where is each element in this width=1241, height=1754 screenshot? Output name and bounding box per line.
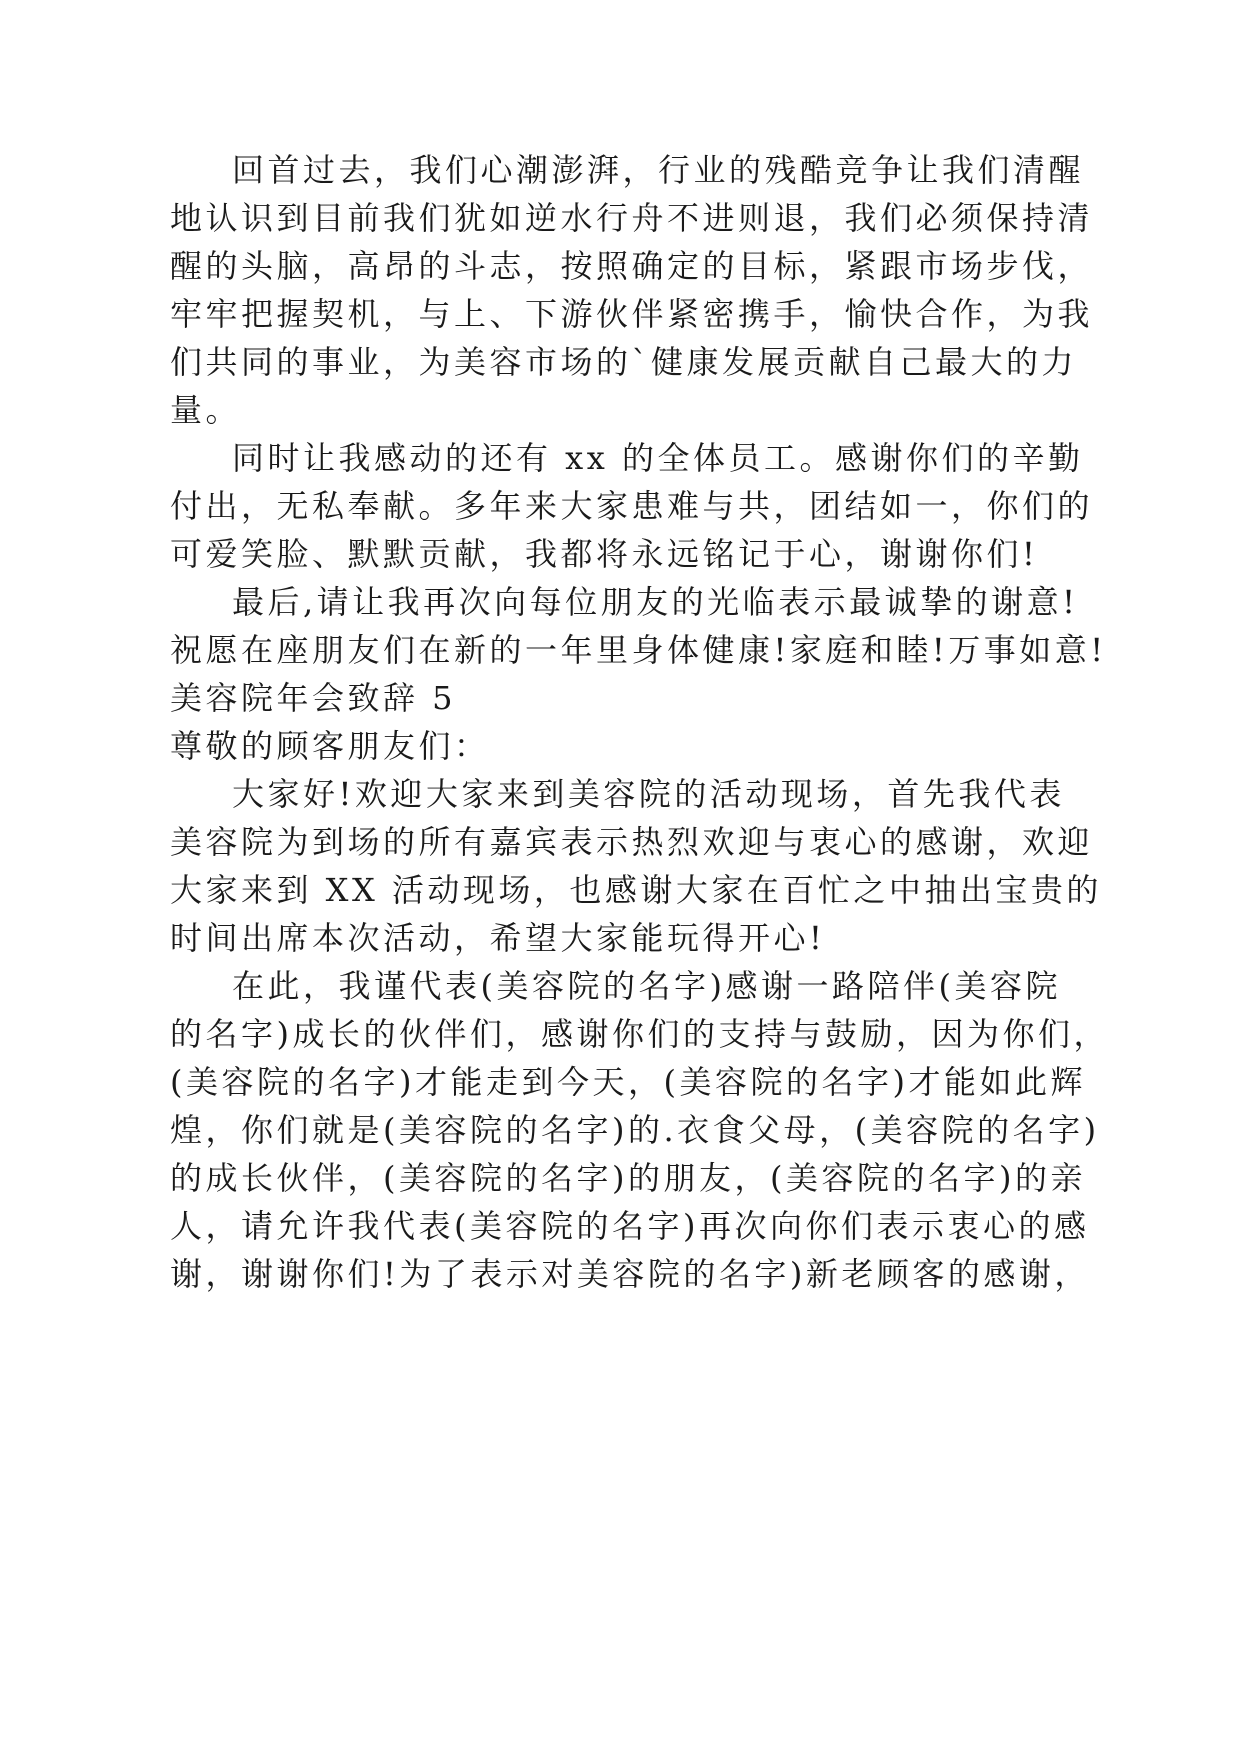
text-line: 在此，我谨代表(美容院的名字)感谢一路陪伴(美容院 xyxy=(232,967,1061,1005)
text-line: 的名字)成长的伙伴们，感谢你们的支持与鼓励，因为你们， xyxy=(170,1015,1109,1053)
section-title: 美容院年会致辞 5 xyxy=(170,679,457,717)
text-line: 牢牢把握契机，与上、下游伙伴紧密携手，愉快合作，为我 xyxy=(170,295,1094,333)
text-line: 祝愿在座朋友们在新的一年里身体健康!家庭和睦!万事如意! xyxy=(170,631,1107,669)
text-line: 们共同的事业，为美容市场的`健康发展贡献自己最大的力 xyxy=(170,343,1078,381)
text-line: 美容院为到场的所有嘉宾表示热烈欢迎与衷心的感谢，欢迎 xyxy=(170,823,1094,861)
text-line: 最后,请让我再次向每位朋友的光临表示最诚挚的谢意! xyxy=(232,583,1079,621)
text-line: (美容院的名字)才能走到今天，(美容院的名字)才能如此辉 xyxy=(170,1063,1086,1101)
text-line: 大家来到 XX 活动现场，也感谢大家在百忙之中抽出宝贵的 xyxy=(170,871,1102,909)
salutation: 尊敬的顾客朋友们： xyxy=(170,727,490,765)
text-line: 付出，无私奉献。多年来大家患难与共，团结如一，你们的 xyxy=(170,487,1094,525)
text-line: 大家好!欢迎大家来到美容院的活动现场，首先我代表 xyxy=(232,775,1065,813)
text-line: 的成长伙伴，(美容院的名字)的朋友，(美容院的名字)的亲 xyxy=(170,1159,1086,1197)
text-line: 回首过去，我们心潮澎湃，行业的残酷竞争让我们清醒 xyxy=(232,151,1085,189)
text-line: 地认识到目前我们犹如逆水行舟不进则退，我们必须保持清 xyxy=(170,199,1094,237)
text-line: 同时让我感动的还有 xx 的全体员工。感谢你们的辛勤 xyxy=(232,439,1084,477)
text-line: 量。 xyxy=(170,391,242,429)
text-line: 煌，你们就是(美容院的名字)的.衣食父母，(美容院的名字) xyxy=(170,1111,1100,1149)
text-line: 时间出席本次活动，希望大家能玩得开心! xyxy=(170,919,826,957)
text-line: 醒的头脑，高昂的斗志，按照确定的目标，紧跟市场步伐， xyxy=(170,247,1094,285)
text-line: 可爱笑脸、默默贡献，我都将永远铭记于心，谢谢你们! xyxy=(170,535,1039,573)
text-line: 人，请允许我代表(美容院的名字)再次向你们表示衷心的感 xyxy=(170,1207,1090,1245)
text-line: 谢，谢谢你们!为了表示对美容院的名字)新老顾客的感谢， xyxy=(170,1255,1090,1293)
